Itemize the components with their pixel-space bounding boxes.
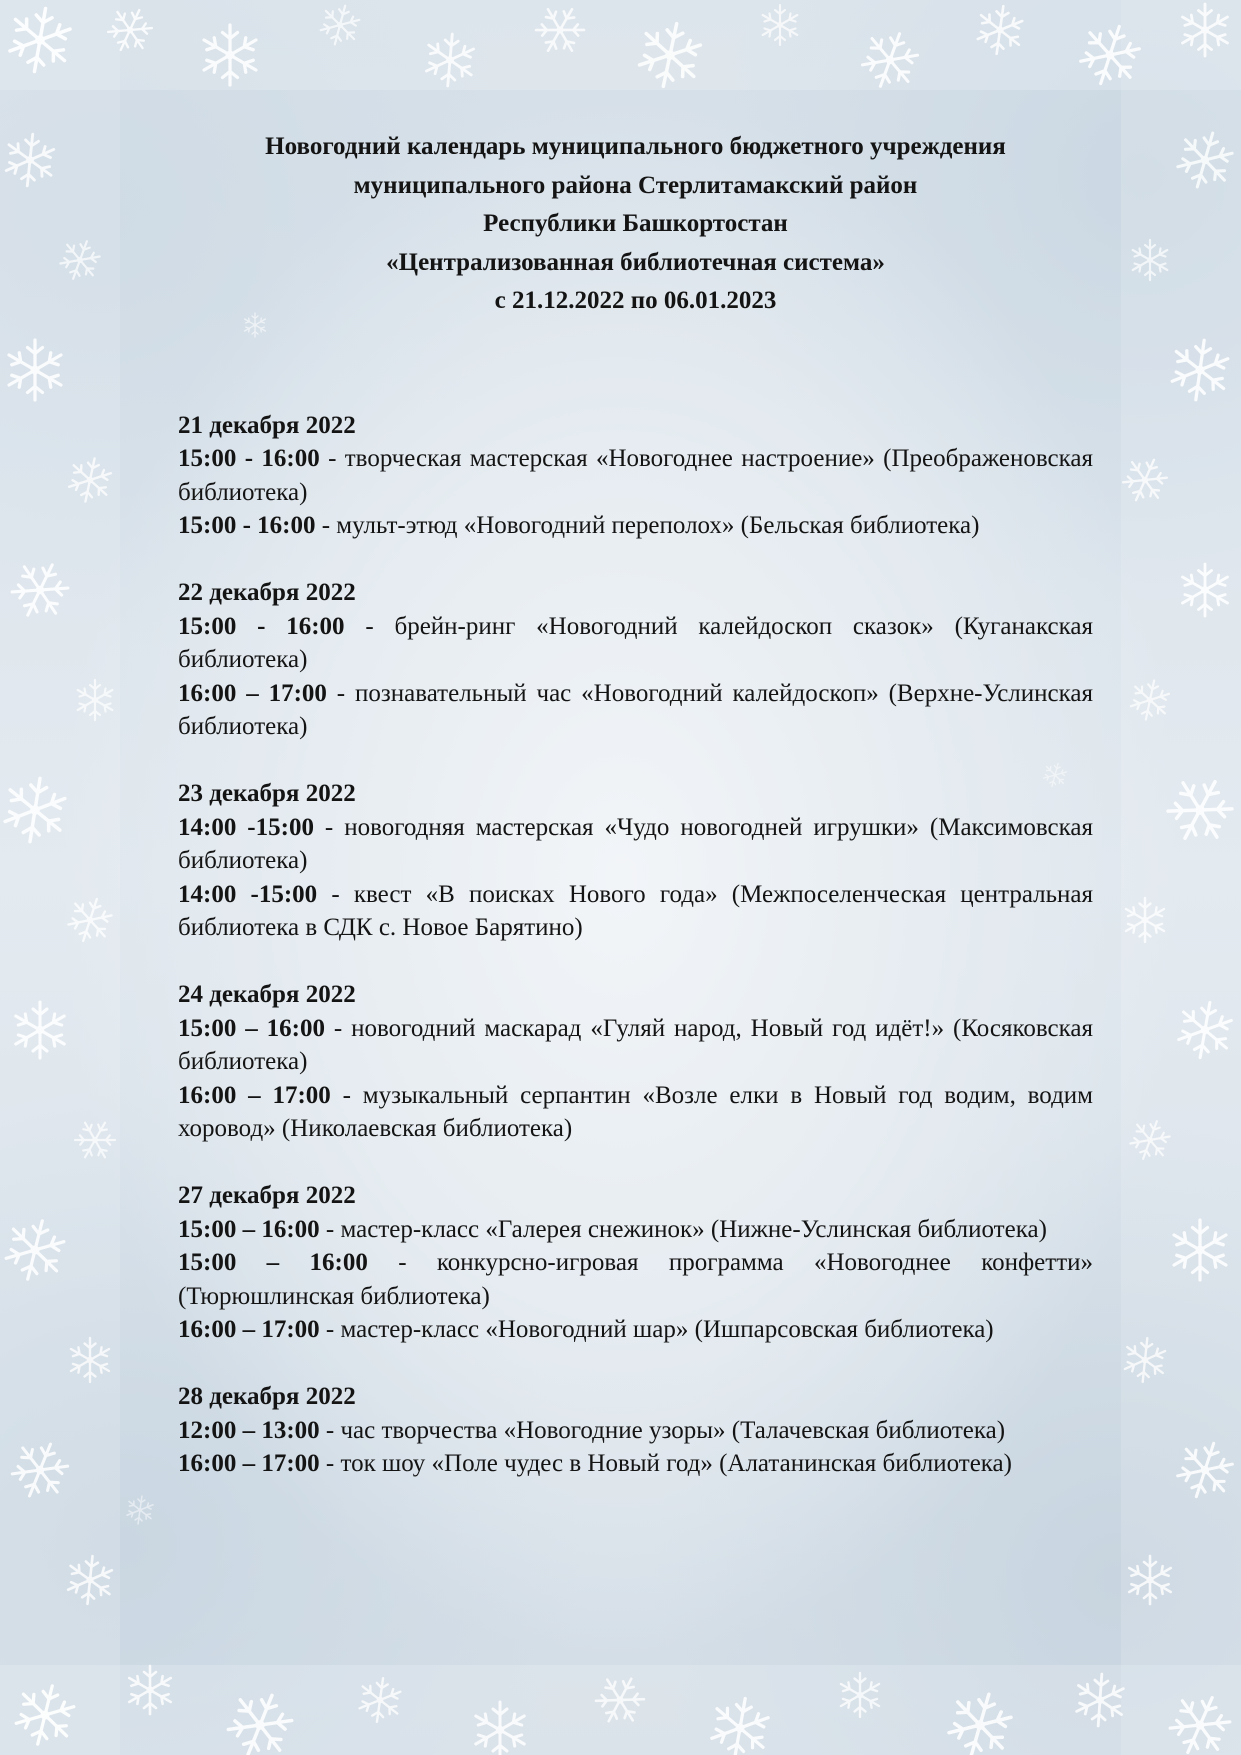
event-description: - музыкальный серпантин «Возле елки в Новый год водим, водим хоровод» (Николаевская библиотека) — [178, 1081, 1093, 1143]
event-description: - мастер-класс «Новогодний шар» (Ишпарсовская библиотека) — [319, 1316, 994, 1344]
day-date: 24 декабря 2022 — [178, 981, 356, 1009]
event-description: - час творчества «Новогодние узоры» (Талачевская библиотека) — [319, 1416, 1006, 1444]
header-line-3: Республики Башкортостан — [483, 210, 788, 238]
day-block — [178, 1380, 1093, 1481]
event-description: - квест «В поисках Нового года» (Межпоселенческая центральная библиотека в СДК с. Новое Барятино) — [178, 880, 1093, 942]
day-block — [178, 978, 1093, 1146]
event-time: 15:00 - 16:00 — [178, 512, 316, 540]
event-item — [178, 509, 1093, 543]
event-time: 15:00 – 16:00 — [178, 1249, 368, 1277]
event-description: - познавательный час «Новогодний калейдоскоп» (Верхне-Услинская библиотека) — [178, 679, 1093, 741]
event-item — [178, 442, 1093, 509]
event-item — [178, 1012, 1093, 1079]
event-description: - брейн-ринг «Новогодний калейдоскоп сказок» (Куганакская библиотека) — [178, 612, 1093, 674]
event-time: 16:00 – 17:00 — [178, 1316, 320, 1344]
header-line-5: с 21.12.2022 по 06.01.2023 — [494, 287, 777, 315]
document-page — [178, 0, 1093, 1514]
header-line-1: Новогодний календарь муниципального бюджетного учреждения — [265, 133, 1006, 160]
event-item — [178, 1079, 1093, 1146]
event-item — [178, 1213, 1093, 1247]
header-line-4: «Централизованная библиотечная система» — [386, 248, 885, 276]
event-time: 16:00 – 17:00 — [178, 679, 327, 707]
day-date: 21 декабря 2022 — [178, 411, 356, 439]
event-time: 12:00 – 13:00 — [178, 1416, 320, 1444]
event-item — [178, 1313, 1093, 1347]
event-description: - ток шоу «Поле чудес в Новый год» (Алатанинская библиотека) — [319, 1450, 1012, 1478]
day-date: 28 декабря 2022 — [178, 1383, 356, 1411]
day-block — [178, 1179, 1093, 1347]
event-item — [178, 878, 1093, 945]
day-date: 27 декабря 2022 — [178, 1182, 356, 1210]
event-schedule — [178, 409, 1093, 1481]
event-description: - мастер-класс «Галерея снежинок» (Нижне-Услинская библиотека) — [319, 1215, 1047, 1243]
document-header — [178, 128, 1093, 321]
event-time: 15:00 - 16:00 — [178, 612, 345, 640]
event-description: - конкурсно-игровая программа «Новогоднее конфетти» (Тюрюшлинская библиотека) — [178, 1249, 1094, 1310]
event-time: 14:00 -15:00 — [178, 880, 318, 908]
event-time: 16:00 – 17:00 — [178, 1081, 331, 1109]
event-time: 14:00 -15:00 — [178, 813, 314, 841]
event-time: 15:00 – 16:00 — [178, 1215, 320, 1243]
event-item — [178, 1414, 1093, 1448]
day-block — [178, 576, 1093, 744]
day-date: 22 декабря 2022 — [178, 579, 356, 607]
event-description: - новогодний маскарад «Гуляй народ, Новый год идёт!» (Косяковская библиотека) — [178, 1014, 1093, 1076]
event-item — [178, 811, 1093, 878]
event-time: 15:00 - 16:00 — [178, 445, 320, 473]
event-item — [178, 1246, 1093, 1313]
event-description: - мульт-этюд «Новогодний переполох» (Бельская библиотека) — [315, 512, 980, 540]
event-description: - новогодняя мастерская «Чудо новогодней игрушки» (Максимовская библиотека) — [178, 813, 1093, 875]
header-line-2: муниципального района Стерлитамакский район — [353, 171, 918, 199]
event-description: - творческая мастерская «Новогоднее настроение» (Преображеновская библиотека) — [178, 445, 1093, 506]
event-item — [178, 610, 1093, 677]
event-item — [178, 1447, 1093, 1481]
day-block — [178, 777, 1093, 945]
day-date: 23 декабря 2022 — [178, 780, 356, 808]
day-block — [178, 409, 1093, 543]
event-item — [178, 677, 1093, 744]
event-time: 16:00 – 17:00 — [178, 1450, 320, 1478]
event-time: 15:00 – 16:00 — [178, 1014, 325, 1042]
